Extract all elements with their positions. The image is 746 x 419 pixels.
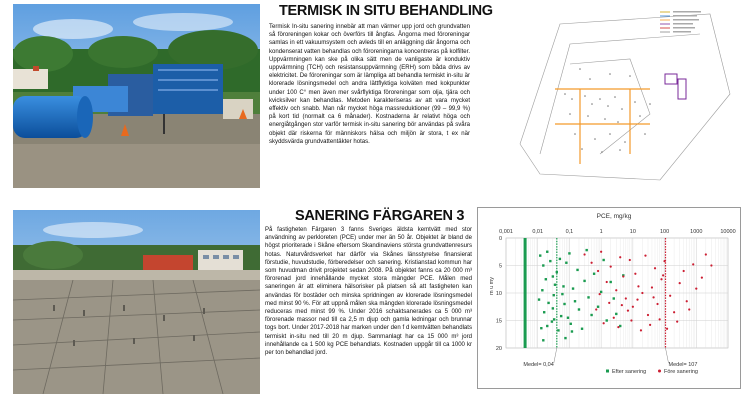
efter-sanering-point — [551, 320, 553, 322]
fore-sanering-point — [647, 314, 649, 316]
x-tick-label: 10 — [629, 229, 636, 235]
fore-sanering-point — [695, 288, 697, 290]
efter-sanering-point — [540, 327, 542, 329]
fore-sanering-point — [613, 317, 615, 319]
efter-sanering-point — [538, 298, 540, 300]
fore-sanering-point — [662, 274, 664, 276]
efter-sanering-point — [557, 329, 559, 331]
efter-sanering-point — [583, 280, 585, 282]
fore-sanering-point — [692, 263, 694, 265]
fore-sanering-point — [590, 262, 592, 264]
fore-sanering-point — [656, 303, 658, 305]
fore-sanering-point — [630, 319, 632, 321]
fore-sanering-point — [622, 275, 624, 277]
efter-sanering-point — [543, 311, 545, 313]
fore-sanering-point — [632, 306, 634, 308]
fore-sanering-point — [636, 299, 638, 301]
fore-sanering-point — [705, 253, 707, 255]
efter-sanering-point — [568, 252, 570, 254]
efter-sanering-point — [563, 303, 565, 305]
median-label: Medel= 107 — [668, 362, 698, 368]
efter-sanering-point — [574, 300, 576, 302]
efter-sanering-point — [613, 297, 615, 299]
fore-sanering-point — [603, 322, 605, 324]
efter-sanering-point — [541, 289, 543, 291]
section1-title: TERMISK IN SITU BEHANDLING — [279, 3, 493, 19]
fore-sanering-point — [583, 253, 585, 255]
legend-efter-marker — [606, 370, 609, 373]
x-tick-label: 100 — [659, 229, 670, 235]
efter-sanering-point — [571, 330, 573, 332]
fore-sanering-point — [686, 300, 688, 302]
median-label: Medel= 0,04 — [523, 362, 554, 368]
legend-efter-label: Efter sanering — [612, 369, 647, 375]
fore-sanering-point — [625, 297, 627, 299]
efter-sanering-point — [585, 249, 587, 251]
fore-sanering-point — [701, 277, 703, 279]
fore-sanering-point — [595, 308, 597, 310]
efter-sanering-point — [570, 323, 572, 325]
efter-sanering-point — [578, 308, 580, 310]
fore-sanering-point — [676, 321, 678, 323]
efter-sanering-point — [539, 254, 541, 256]
fore-sanering-point — [644, 255, 646, 257]
efter-sanering-point — [554, 284, 556, 286]
efter-sanering-point — [597, 306, 599, 308]
efter-sanering-point — [606, 319, 608, 321]
legend-fore-label: Före sanering — [664, 369, 698, 375]
efter-sanering-point — [546, 325, 548, 327]
efter-sanering-point — [545, 278, 547, 280]
efter-sanering-point — [561, 293, 563, 295]
fore-sanering-point — [610, 266, 612, 268]
fore-sanering-point — [659, 318, 661, 320]
y-tick-label: 5 — [498, 263, 502, 270]
efter-sanering-point — [600, 291, 602, 293]
chart-ylabel: m u my — [489, 276, 495, 296]
efter-sanering-point — [576, 269, 578, 271]
efter-sanering-point — [546, 251, 548, 253]
efter-sanering-point — [564, 337, 566, 339]
efter-sanering-point — [553, 318, 555, 320]
fore-sanering-point — [600, 251, 602, 253]
pce-depth-chart — [477, 207, 741, 389]
chart-title: PCE, mg/kg — [596, 213, 632, 220]
fore-sanering-point — [619, 256, 621, 258]
fore-sanering-point — [651, 286, 653, 288]
efter-sanering-point — [602, 259, 604, 261]
fore-sanering-point — [617, 326, 619, 328]
fore-sanering-point — [673, 311, 675, 313]
efter-sanering-point — [590, 314, 592, 316]
efter-sanering-point — [542, 339, 544, 341]
fore-sanering-point — [652, 296, 654, 298]
site-plan-map — [510, 4, 738, 190]
fore-sanering-point — [634, 273, 636, 275]
fore-sanering-point — [710, 264, 712, 266]
efter-sanering-point — [609, 281, 611, 283]
fore-sanering-point — [637, 285, 639, 287]
efter-sanering-point — [567, 317, 569, 319]
efter-sanering-point — [552, 275, 554, 277]
fore-sanering-point — [654, 267, 656, 269]
x-tick-label: 0,001 — [499, 229, 513, 235]
fore-sanering-point — [621, 304, 623, 306]
x-tick-label: 1 — [599, 229, 603, 235]
y-tick-label: 15 — [495, 318, 502, 325]
efter-sanering-point — [581, 328, 583, 330]
legend-fore-marker — [658, 370, 661, 373]
efter-sanering-point — [559, 258, 561, 260]
fore-sanering-point — [683, 270, 685, 272]
fore-sanering-point — [679, 282, 681, 284]
y-tick-label: 20 — [495, 346, 502, 352]
efter-sanering-bar — [524, 238, 527, 348]
x-tick-label: 0,1 — [565, 229, 574, 235]
fore-sanering-point — [649, 324, 651, 326]
x-tick-label: 1000 — [690, 229, 703, 235]
efter-sanering-point — [549, 260, 551, 262]
x-tick-label: 0,01 — [532, 229, 544, 235]
fore-sanering-point — [641, 292, 643, 294]
fore-sanering-point — [597, 270, 599, 272]
fore-sanering-point — [608, 302, 610, 304]
efter-sanering-point — [565, 262, 567, 264]
section2-body: På fastigheten Färgaren 3 fanns Sveriges äldsta kemtvätt med stor användning av perkloreten (PCE) under mer än 50 år. Objektet är bland de högst prioriterade i Skåne eftersom Skandinaviens största grundvattenresurs hotas. Naturvårdsverket har därför via Skånes länsstyrelse finansierat förstudie, huvudstudie, förberedelser och sanering. Kristianstad kommun har som huvudman drivit projektet sedan 2008. På objektet fanns ca 20 000 m³ förorenad jord innehållande mycket stora mängder PCE. Målen med saneringen är att eliminera hälsorisker på platsen så att fastigheten kan användas för bostäder och minska spridningen av klorerade lösningsmedel med minst 90 %. För att uppnå målen ska mängden klorerade lösningsmedel reduceras med minst 99 %. Under 2016 schaktsanerades ca 5 000 m³ förorenade massor ned till ca 2,5 m djup och gamla ledningar och brunnar togs bort. Under 2017-2018 har marken under den f d kemtvätten behandlats termiskt in-situ ned till 20 m djup. Sammanlagt har ca 15 000 m³ jord innehållande ca 1 500 kg PCE behandlats. Kostnaden uppgår till ca 1000 kr per ton behandlad jord. — [265, 227, 472, 357]
thermal-treatment-photo — [13, 4, 260, 188]
fore-sanering-point — [627, 310, 629, 312]
fore-sanering-point — [660, 278, 662, 280]
median-leader — [554, 348, 557, 363]
fore-sanering-point — [640, 329, 642, 331]
fore-sanering-point — [666, 328, 668, 330]
fore-sanering-point — [669, 295, 671, 297]
site-photo — [13, 210, 260, 394]
efter-sanering-point — [572, 287, 574, 289]
efter-sanering-point — [615, 313, 617, 315]
efter-sanering-point — [553, 294, 555, 296]
efter-sanering-point — [593, 273, 595, 275]
fore-sanering-point — [599, 293, 601, 295]
efter-sanering-point — [587, 296, 589, 298]
fore-sanering-point — [629, 259, 631, 261]
fore-sanering-point — [615, 289, 617, 291]
section2-title: SANERING FÄRGAREN 3 — [295, 208, 465, 224]
fore-sanering-point — [606, 281, 608, 283]
x-tick-label: 10000 — [720, 229, 736, 235]
efter-sanering-point — [562, 285, 564, 287]
efter-sanering-point — [547, 302, 549, 304]
efter-sanering-point — [542, 264, 544, 266]
fore-sanering-point — [688, 308, 690, 310]
median-leader — [666, 348, 669, 363]
section1-body: Termisk In-situ sanering innebär att man värmer upp jord och grundvatten så föroreningen kokar och överförs till ångfas. Ångorna med föroreningar samlas in ett vakuumsystem och avleds till en anläggning där ångorna och kondenserat vatten behandlas och föroreningarna koncentreras på kolfilter. Uppvärmningen kan ske på olika sätt men de vanligaste är konduktiv uppvärmning (TCH) och resistansuppvärmning (ERH) som båda drivs av elektricitet. De föroreningar som är lämpliga att behandla termiskt in-situ är klorerade lösningsmedel och andra lättflyktiga kolväten med kokpunkter under 100 C° men även mer svårflyktiga föroreningar som olja, tjära och kvicksilver kan behandlas. Metoden karakteriseras av att vara mycket effektiv och snabb. Man når mycket höga massreduktioner (99 – 99,9 %) på kort tid (normalt ca 6 månader). Kostnaderna är relativt höga och energiåtgången stor varför termisk in-situ sanering bör användas på svåra objekt där riskerna för människors hälsa och miljön är stora, t ex när skyddsvärda grundvattentäkter hotas. — [269, 24, 470, 145]
efter-sanering-point — [560, 315, 562, 317]
efter-sanering-point — [552, 307, 554, 309]
y-tick-label: 0 — [498, 236, 502, 242]
y-tick-label: 10 — [495, 291, 502, 297]
